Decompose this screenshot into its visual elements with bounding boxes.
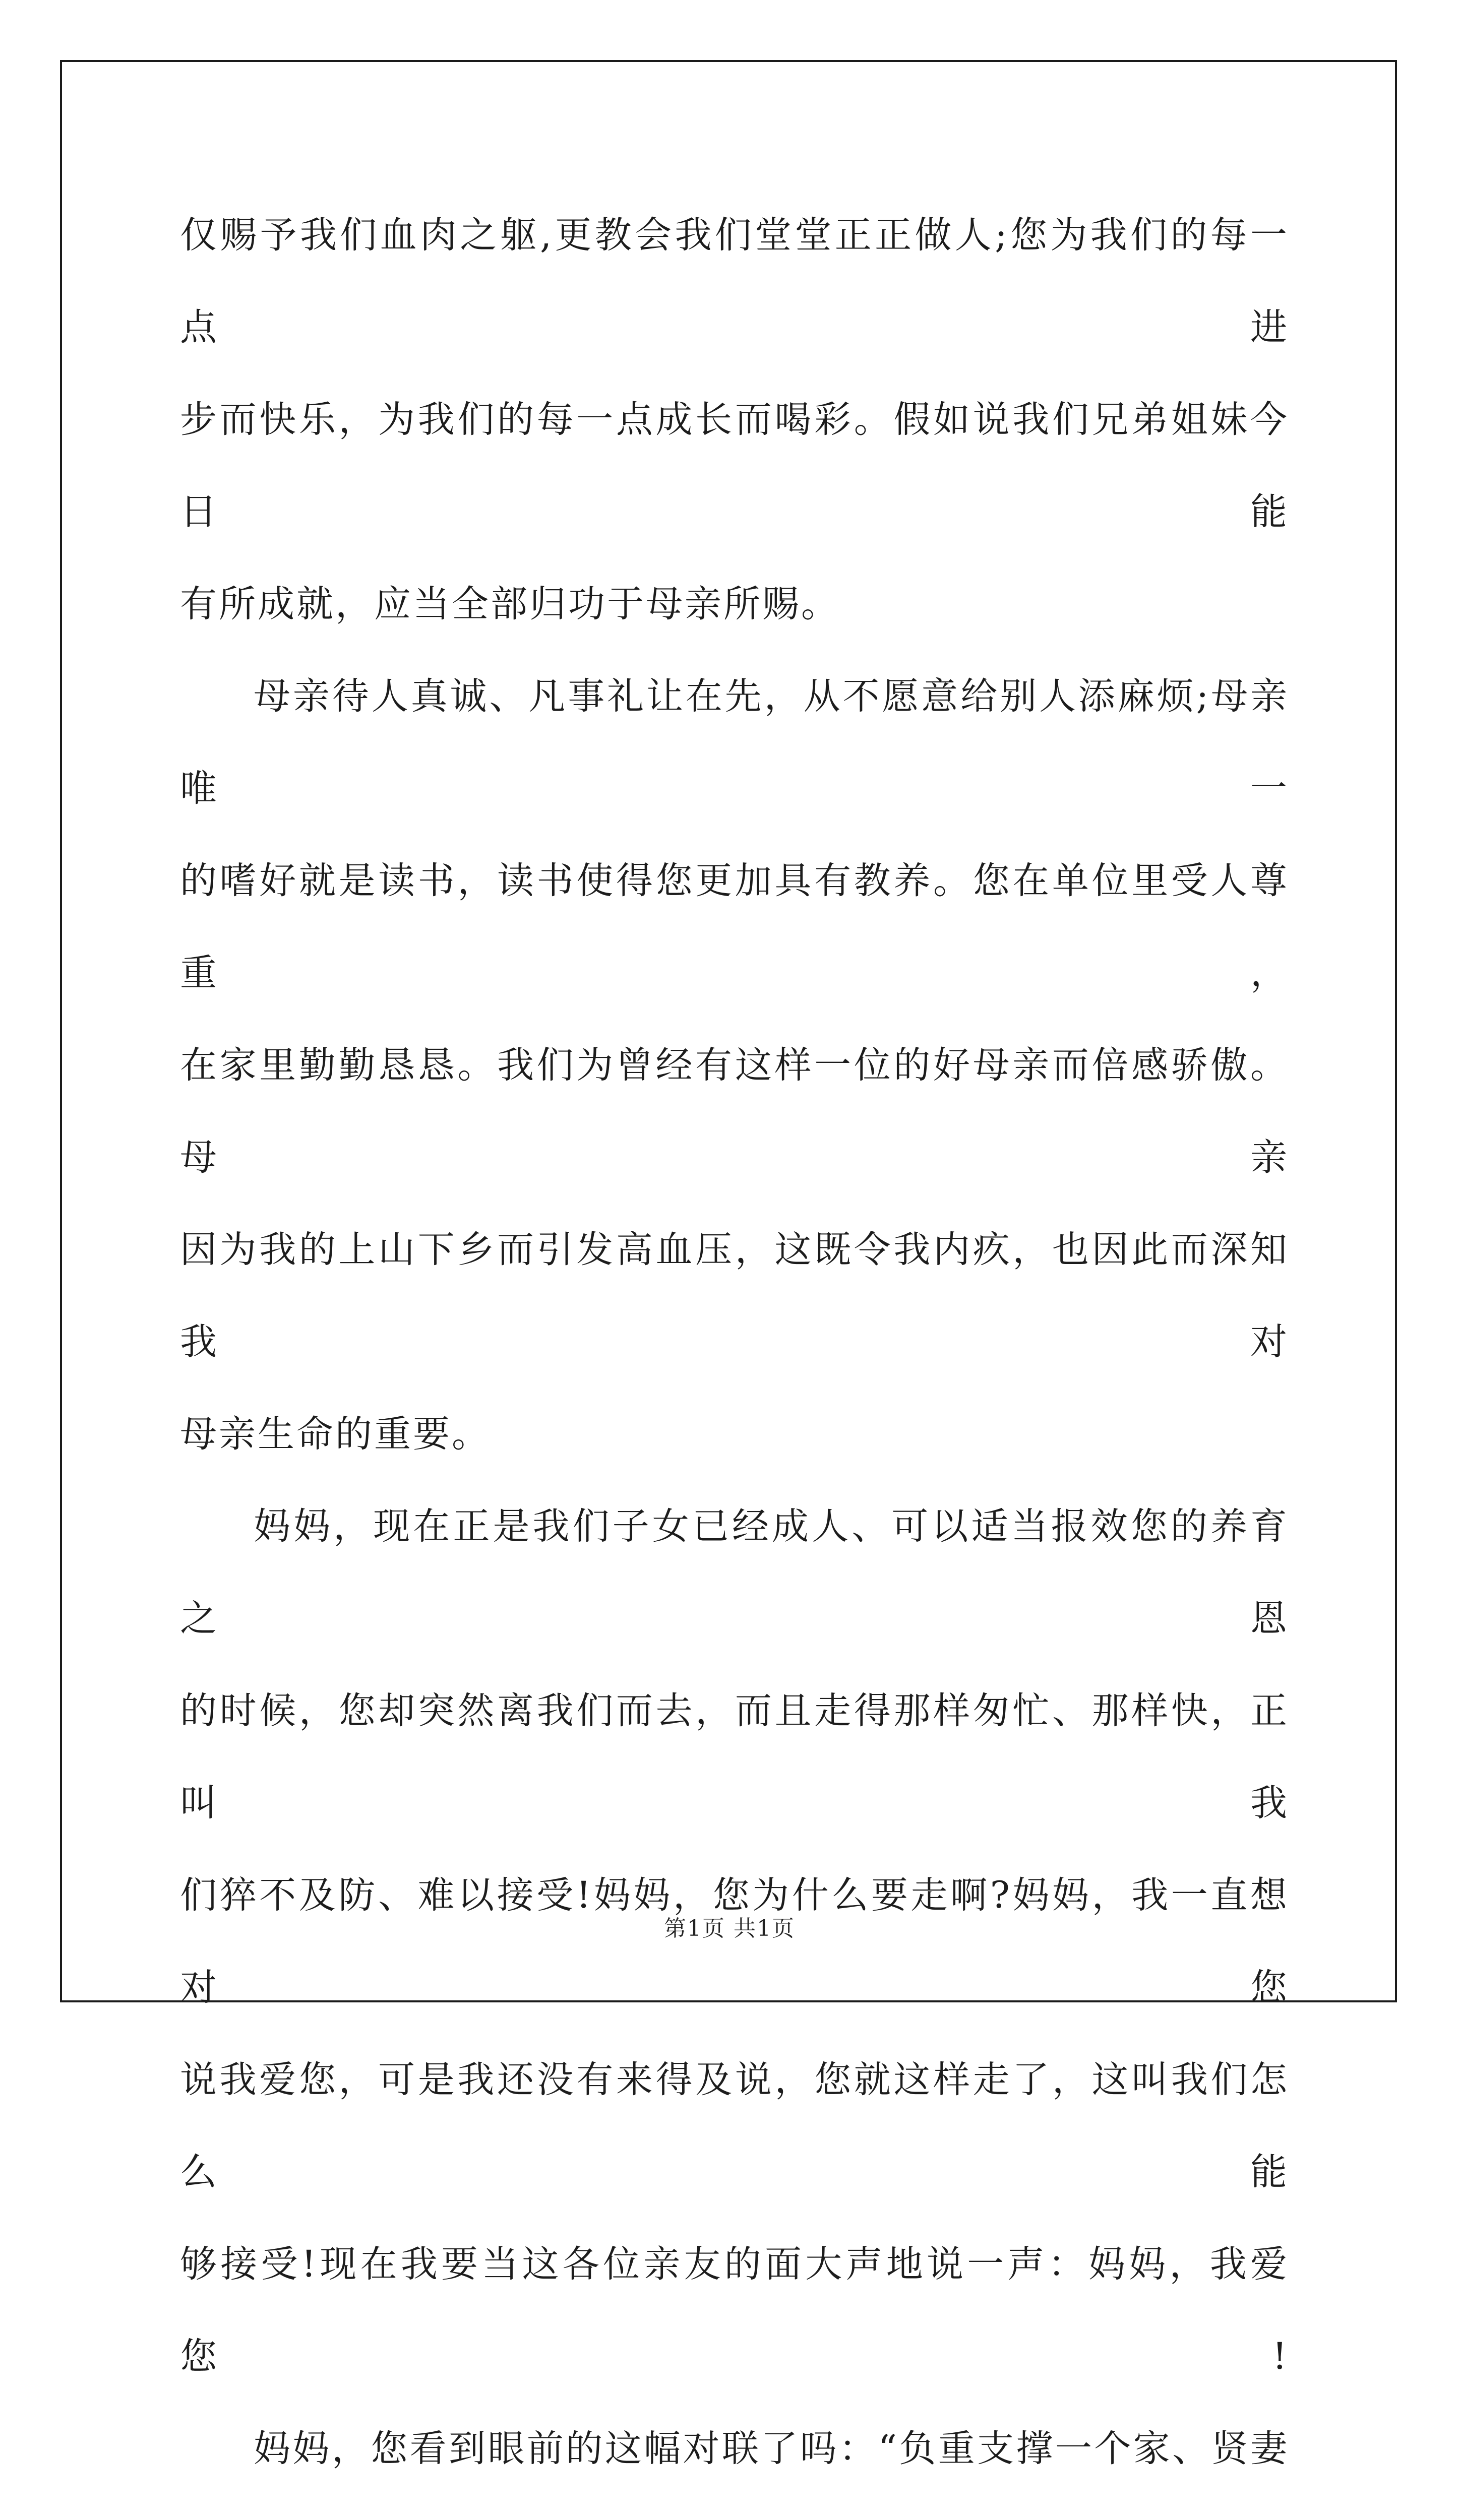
text-line: 仅赐予我们血肉之躯,更教会我们堂堂正正做人;您为我们的每一点进 xyxy=(180,214,1289,349)
text-line: 们猝不及防、难以接受!妈妈，您为什么要走啊?妈妈，我一直想对您 xyxy=(180,1874,1289,2009)
document-body xyxy=(180,189,1289,2520)
text-line: 母亲待人真诚、凡事礼让在先，从不愿意给别人添麻烦;母亲唯一 xyxy=(180,675,1289,810)
text-line: 够接受!现在我要当这各位亲友的面大声地说一声：妈妈，我爱您! xyxy=(180,2243,1289,2378)
text-line: 有所成就，应当全部归功于母亲所赐。 xyxy=(180,583,840,625)
text-line: 说我爱您，可是我还没有来得及说，您就这样走了，这叫我们怎么能 xyxy=(180,2058,1289,2193)
text-line: 妈妈，您看到眼前的这幅对联了吗：“负重支撑一个家、贤妻 xyxy=(254,2427,1289,2470)
page-footer: 第1页 共1页 xyxy=(664,1916,795,1941)
text-line: 母亲生命的重要。 xyxy=(180,1413,491,1456)
text-line: 妈妈，现在正是我们子女已经成人、可以适当报效您的养育之恩 xyxy=(180,1505,1289,1640)
paragraph xyxy=(180,2403,1289,2520)
paragraph xyxy=(180,650,1289,1480)
text-line: 步而快乐，为我们的每一点成长而喝彩。假如说我们兄弟姐妹今日能 xyxy=(180,398,1289,533)
paragraph xyxy=(180,189,1289,650)
text-line: 在家里勤勤恳恳。我们为曾经有这样一位的好母亲而倍感骄傲。母亲 xyxy=(180,1044,1289,1179)
text-line: 因为我的上山下乡而引发高血压，这既令我内疚，也因此而深知我对 xyxy=(180,1228,1289,1363)
text-line: 的嗜好就是读书，读书使得您更加具有教养。您在单位里受人尊重， xyxy=(180,859,1289,994)
text-line: 的时候，您却突然离我们而去，而且走得那样匆忙、那样快，正叫我 xyxy=(180,1689,1289,1824)
